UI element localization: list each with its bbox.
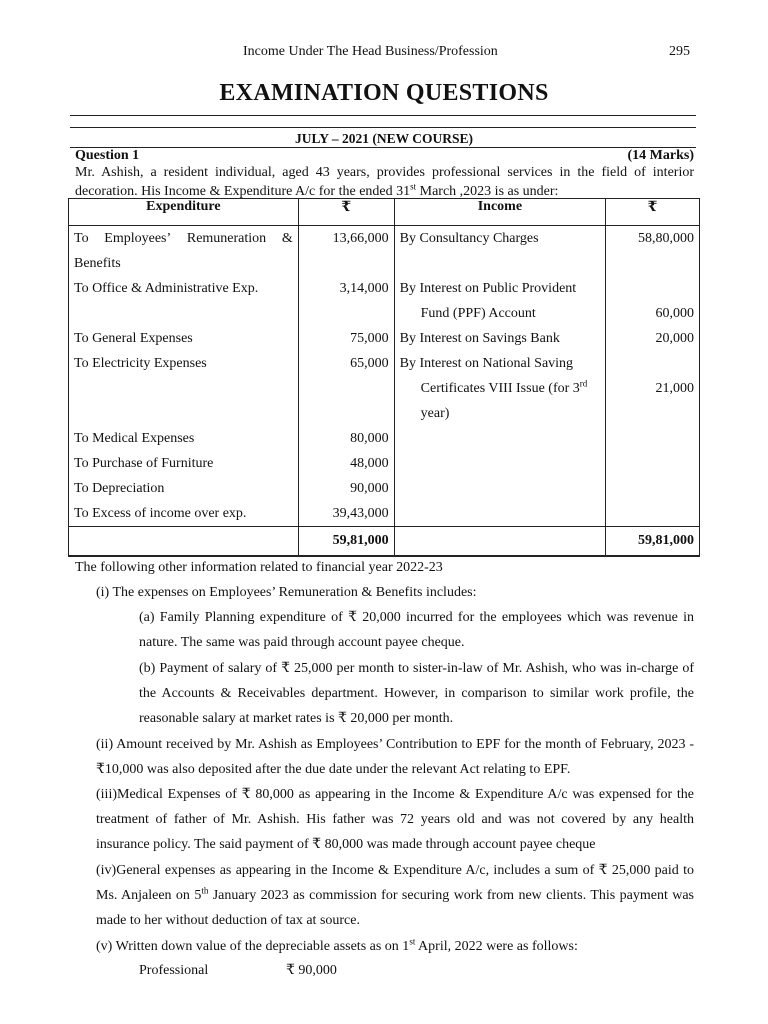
expenditure-amount: 13,66,000 [298,226,394,252]
info-item-iv: (iv)General expenses as appearing in the Income & Expenditure A/c, includes a sum of ₹ 25,000 paid to Ms. Anjaleen on 5th January 2023 as commission for securing work from new clients. This payment was made to her without deduction of tax at source. [96,863,695,929]
expenditure-cell: Benefits [69,251,299,276]
income-cell [394,476,605,501]
income-cell: By Interest on Public Provident [394,276,605,301]
income-cell [394,426,605,451]
info-item-i-b: (b) Payment of salary of ₹ 25,000 per month to sister-in-law of Mr. Ashish, who was in-charge of the Accounts & Receivables department. However, in comparison to similar work profile, the reasonable salary at market rates is ₹ 20,000 per month. [139,661,694,727]
expenditure-cell [69,376,299,401]
expenditure-cell: To Office & Administrative Exp. [69,276,299,301]
header-rupee-income: ₹ [606,199,700,226]
info-item-v: (v) Written down value of the depreciable assets as on 1st April, 2022 were as follows: [96,936,578,954]
income-cell: By Interest on National Saving [394,351,605,376]
income-total: 59,81,000 [606,527,700,557]
expenditure-cell: To Purchase of Furniture [69,451,299,476]
expenditure-amount: 3,14,000 [298,276,394,301]
table-row [69,276,700,301]
expenditure-amount: 80,000 [298,426,394,451]
divider-line [70,127,696,128]
divider-line [70,147,696,148]
expenditure-cell: To General Expenses [69,326,299,351]
table-row [69,251,700,276]
income-cell: By Interest on Savings Bank [394,326,605,351]
table-row [69,451,700,476]
expenditure-cell: To Excess of income over exp. [69,501,299,527]
question-marks: (14 Marks) [627,148,694,163]
expenditure-amount: 90,000 [298,476,394,501]
table-row [69,301,700,326]
expenditure-total: 59,81,000 [298,527,394,557]
info-item-iii: (iii)Medical Expenses of ₹ 80,000 as appearing in the Income & Expenditure A/c was expensed for the treatment of father of Mr. Ashish. His father was 72 years old and was not covered by any health insurance policy. The said payment of ₹ 80,000 was made through account payee cheque [96,787,694,853]
info-item-ii: (ii) Amount received by Mr. Ashish as Employees’ Contribution to EPF for the month of February, 2023 - ₹10,000 was also deposited after the due date under the relevant Act relating to EPF. [96,737,694,778]
table-row [69,401,700,426]
page-title: EXAMINATION QUESTIONS [219,80,549,106]
table-row [69,326,700,351]
table-total-row [69,527,700,557]
expenditure-amount [298,251,394,276]
income-amount [606,476,700,501]
expenditure-cell [69,401,299,426]
table-row [69,226,700,252]
income-amount: 20,000 [606,326,700,351]
total-blank-cell [69,527,299,557]
income-cell: Fund (PPF) Account [394,301,605,326]
income-amount [606,351,700,376]
expenditure-amount [298,401,394,426]
expenditure-amount: 48,000 [298,451,394,476]
header-expenditure: Expenditure [69,199,299,226]
running-header-title: Income Under The Head Business/Profession [243,44,498,59]
header-rupee-expenditure: ₹ [298,199,394,226]
income-amount: 21,000 [606,376,700,401]
income-amount: 58,80,000 [606,226,700,252]
expenditure-amount [298,301,394,326]
table-row [69,426,700,451]
table-row [69,376,700,401]
income-amount [606,501,700,527]
income-cell: Certificates VIII Issue (for 3rd [394,376,605,401]
info-item-i-a: (a) Family Planning expenditure of ₹ 20,000 incurred for the employees which was revenue in nature. The same was paid through account payee cheque. [139,610,694,651]
income-amount [606,251,700,276]
income-amount [606,426,700,451]
expenditure-cell: To Depreciation [69,476,299,501]
income-cell [394,251,605,276]
expenditure-amount: 75,000 [298,326,394,351]
income-expenditure-table [68,198,700,557]
table-row [69,501,700,527]
expenditure-cell: To Electricity Expenses [69,351,299,376]
expenditure-amount [298,376,394,401]
page-number: 295 [669,44,690,59]
income-cell: By Consultancy Charges [394,226,605,252]
expenditure-amount: 65,000 [298,351,394,376]
info-item-i: (i) The expenses on Employees’ Remuneration & Benefits includes: [96,585,477,600]
expenditure-cell: To Medical Expenses [69,426,299,451]
question-intro: Mr. Ashish, a resident individual, aged 43 years, provides professional services in the field of interior decoration. His Income & Expenditure A/c for the ended 31st March ,2023 is as under: [75,165,694,199]
table-row [69,476,700,501]
session-heading: JULY – 2021 (NEW COURSE) [294,131,474,146]
table-row [69,351,700,376]
expenditure-cell [69,301,299,326]
income-cell [394,451,605,476]
income-cell: year) [394,401,605,426]
income-amount: 60,000 [606,301,700,326]
expenditure-amount: 39,43,000 [298,501,394,527]
asset-name: Professional [139,963,209,978]
income-amount [606,401,700,426]
table-header-row [69,199,700,226]
question-label: Question 1 [75,148,140,163]
divider-line [70,115,696,116]
expenditure-cell: To Employees’ Remuneration & [69,226,299,252]
income-amount [606,276,700,301]
info-lead: The following other information related to financial year 2022-23 [75,560,443,575]
income-amount [606,451,700,476]
income-cell [394,501,605,527]
header-income: Income [394,199,605,226]
total-blank-cell [394,527,605,557]
asset-value: ₹ 90,000 [286,963,337,978]
